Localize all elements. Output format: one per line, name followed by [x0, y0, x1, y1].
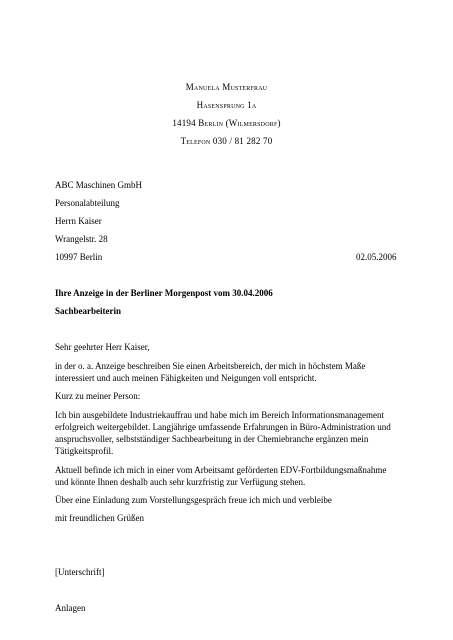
salutation: Sehr geehrter Herr Kaiser,: [55, 342, 150, 352]
signature-placeholder: [Unterschrift]: [55, 567, 105, 577]
paragraph-1-line-2: interessiert und auch meinen Fähigkeiten und Neigungen voll entspricht.: [55, 373, 317, 383]
recipient-company: ABC Maschinen GmbH: [55, 180, 142, 190]
subject-line-2: Sachbearbeiterin: [55, 306, 121, 316]
sender-street: Hasensprung 1a: [196, 100, 257, 110]
paragraph-3-line-3: anspruchsvoller, selbstständiger Sachbearbeitung in der Chemiebranche ergänzen mein: [55, 434, 369, 444]
sender-city: 14194 Berlin (Wilmersdorf): [172, 118, 281, 128]
closing: mit freundlichen Grüßen: [55, 513, 144, 523]
paragraph-4-line-2: und könnte Ihnen deshalb auch sehr kurzfristig zur Verfügung stehen.: [55, 477, 306, 487]
subject-line-1: Ihre Anzeige in der Berliner Morgenpost vom 30.04.2006: [55, 288, 273, 298]
paragraph-3-line-1: Ich bin ausgebildete Industriekauffrau und habe mich im Bereich Informationsmanagement: [55, 410, 384, 420]
recipient-contact: Herrn Kaiser: [55, 216, 102, 226]
recipient-street: Wrangelstr. 28: [55, 234, 108, 244]
paragraph-3-line-4: Tätigkeitsprofil.: [55, 446, 114, 456]
letter-date: 02.05.2006: [356, 252, 397, 262]
sender-phone: Telefon 030 / 81 282 70: [180, 136, 273, 146]
paragraph-3-line-2: erfolgreich weitergebildet. Langjährige umfassende Erfahrungen in Büro-Administration und: [55, 422, 391, 432]
recipient-department: Personalabteilung: [55, 198, 120, 208]
paragraph-1-line-1: in der o. a. Anzeige beschreiben Sie einen Arbeitsbereich, der mich in höchstem Maße: [55, 361, 366, 371]
attachments-label: Anlagen: [55, 603, 86, 613]
paragraph-4-line-1: Aktuell befinde ich mich in einer vom Arbeitsamt geförderten EDV-Fortbildungsmaßnahme: [55, 465, 387, 475]
sender-name: Manuela Musterfrau: [185, 82, 268, 92]
recipient-city: 10997 Berlin: [55, 252, 103, 262]
paragraph-5: Über eine Einladung zum Vorstellungsgespräch freue ich mich und verbleibe: [55, 495, 332, 505]
paragraph-2: Kurz zu meiner Person:: [55, 391, 141, 401]
